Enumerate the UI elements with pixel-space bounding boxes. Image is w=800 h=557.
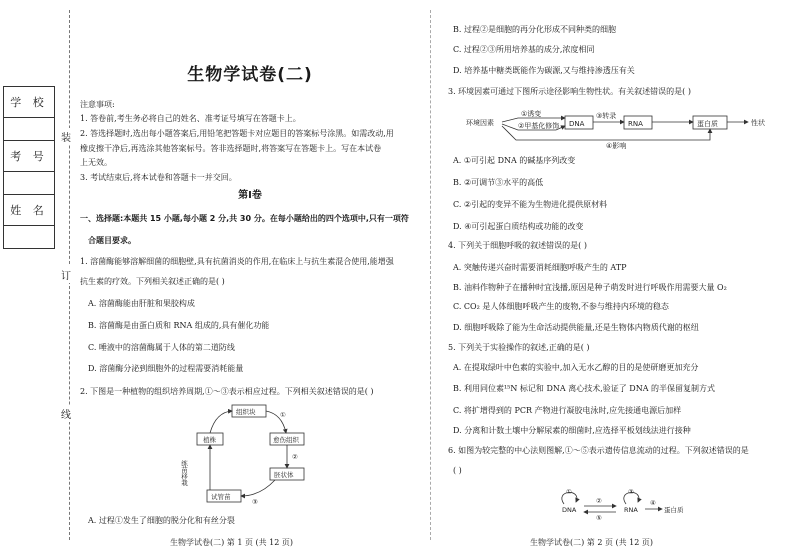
notice-item-2c: 上无效。	[80, 158, 112, 167]
field-name: 姓 名	[4, 195, 54, 226]
q6-paren: ( )	[453, 466, 462, 475]
q6-central-dogma-diagram	[550, 486, 700, 528]
step-5: ⑤	[596, 514, 602, 522]
step-3: ③	[628, 488, 634, 496]
exam-title: 生物学试卷(二)	[187, 65, 313, 85]
label-env: 环境因素	[466, 119, 494, 127]
q2-option-b: B. 过程②是细胞的再分化形成不同种类的细胞	[453, 25, 616, 34]
q1-stem: 1. 溶菌酶能够溶解细菌的细胞壁,具有抗菌消炎的作用,在临床上与抗生素混合使用,能增强	[80, 257, 394, 266]
q4-stem: 4. 下列关于细胞呼吸的叙述错误的是( )	[448, 241, 587, 250]
label-dna: DNA	[569, 120, 585, 128]
field-exam-number-blank	[4, 172, 54, 195]
q5-option-b: B. 利用同位素¹⁵N 标记和 DNA 离心技术,验证了 DNA 的半保留复制方式	[453, 384, 716, 393]
binding-info-box	[3, 86, 55, 249]
q1-option-a: A. 溶菌酶能由肝脏和果胶构成	[88, 299, 195, 308]
label-rna: RNA	[628, 120, 643, 128]
q5-option-a: A. 在提取绿叶中色素的实验中,加入无水乙醇的目的是使研磨更加充分	[453, 363, 699, 372]
q2-option-d: D. 培养基中糖类既能作为碳源,又与维持渗透压有关	[453, 66, 635, 75]
q3-option-d: D. ④可引起蛋白质结构或功能的改变	[453, 222, 584, 231]
q2-stem: 2. 下图是一种植物的组织培养周期,①～③表示相应过程。下列相关叙述错误的是( )	[80, 387, 374, 396]
label-plant: 植株	[203, 436, 216, 444]
footer-right: 生物学试卷(二) 第 2 页 (共 12 页)	[530, 538, 654, 547]
field-name-blank	[4, 226, 54, 248]
q2-tissue-culture-diagram	[180, 402, 320, 506]
label-tissue-block: 组织块	[236, 408, 256, 416]
q1-option-c: C. 唾液中的溶菌酶属于人体的第二道防线	[88, 343, 235, 352]
label-protein: 蛋白质	[664, 506, 684, 514]
step-1: ①	[280, 411, 286, 419]
notice-item-2b: 橡皮擦干净后,再选涂其他答案标号。答非选择题时,将答案写在答题卡上。写在本试卷	[80, 144, 382, 153]
field-exam-number: 考 号	[4, 141, 54, 172]
q5-stem: 5. 下列关于实验操作的叙述,正确的是( )	[448, 343, 590, 352]
label-influence: ④影响	[606, 142, 627, 150]
q3-pathway-diagram	[466, 108, 776, 150]
label-transcription: ③转录	[596, 112, 617, 120]
field-school: 学 校	[4, 87, 54, 118]
step-2: ②	[596, 497, 602, 505]
step-2: ②	[292, 453, 298, 461]
label-hardening: 练苗移栽	[180, 460, 188, 486]
step-3: ③	[252, 498, 258, 506]
binding-mark-ding: 订	[61, 266, 71, 283]
q4-option-d: D. 细胞呼吸除了能为生命活动提供能量,还是生物体内物质代谢的枢纽	[453, 323, 699, 332]
label-callus: 愈伤组织	[273, 436, 299, 444]
part1-instruction: 一、选择题:本题共 15 小题,每小题 2 分,共 30 分。在每小题给出的四个选项中,只有一项符	[80, 214, 409, 223]
q2-option-a: A. 过程①发生了细胞的脱分化和有丝分裂	[88, 516, 235, 525]
notice-item-3: 3. 考试结束后,将本试卷和答题卡一并交回。	[80, 173, 237, 182]
label-plantlet: 试管苗	[211, 493, 231, 501]
q1-option-b: B. 溶菌酶是由蛋白质和 RNA 组成的,具有催化功能	[88, 321, 270, 330]
q5-option-d: D. 分离和计数土壤中分解尿素的细菌时,应选择平板划线法进行接种	[453, 426, 691, 435]
footer-left: 生物学试卷(二) 第 1 页 (共 12 页)	[170, 538, 294, 547]
label-trait: 性状	[751, 119, 765, 127]
step-4: ④	[650, 499, 656, 507]
binding-mark-xian: 线	[61, 405, 71, 422]
q6-stem: 6. 如图为较完整的中心法则图解,①～⑤表示遗传信息流动的过程。下列叙述错误的是	[448, 446, 749, 455]
step-1: ①	[566, 488, 572, 496]
q3-option-b: B. ②可调节③水平的高低	[453, 178, 544, 187]
label-mutagenesis: ①诱变	[521, 110, 542, 118]
label-embryoid: 胚状体	[274, 471, 294, 479]
section-title: 第Ⅰ卷	[238, 190, 262, 201]
q1-stem-2: 抗生素的疗效。下列相关叙述正确的是( )	[80, 277, 225, 286]
part1-instruction-2: 合题目要求。	[88, 236, 136, 245]
q3-option-a: A. ①可引起 DNA 的碱基序列改变	[453, 156, 576, 165]
label-protein: 蛋白质	[697, 120, 718, 128]
q5-option-c: C. 将扩增得到的 PCR 产物进行凝胶电泳时,应先接通电源后加样	[453, 406, 682, 415]
notice-item-1: 1. 答卷前,考生务必将自己的姓名、准考证号填写在答题卡上。	[80, 114, 301, 123]
field-school-blank	[4, 118, 54, 141]
q3-stem: 3. 环境因素可通过下图所示途径影响生物性状。有关叙述错误的是( )	[448, 87, 691, 96]
q1-option-d: D. 溶菌酶分泌到细胞外的过程需要消耗能量	[88, 364, 244, 373]
label-dna: DNA	[562, 506, 577, 514]
notice-item-2: 2. 答选择题时,选出每小题答案后,用铅笔把答题卡对应题目的答案标号涂黑。如需改动,用	[80, 129, 394, 138]
q3-option-c: C. ②引起的变异不能为生物进化提供原材料	[453, 200, 608, 209]
label-methylation: ②甲基化修饰	[518, 122, 560, 130]
label-rna: RNA	[624, 506, 638, 514]
q4-option-b: B. 油料作物种子在播种时宜浅播,原因是种子萌发时进行呼吸作用需要大量 O₂	[453, 283, 727, 292]
page-divider	[430, 10, 431, 540]
q4-option-c: C. CO₂ 是人体细胞呼吸产生的废物,不参与维持内环境的稳态	[453, 302, 669, 311]
binding-mark-zhuang: 装	[61, 128, 71, 145]
q2-option-c: C. 过程②③所用培养基的成分,浓度相同	[453, 45, 595, 54]
q4-option-a: A. 突触传递兴奋时需要消耗细胞呼吸产生的 ATP	[453, 263, 627, 272]
notice-heading: 注意事项:	[80, 100, 115, 109]
